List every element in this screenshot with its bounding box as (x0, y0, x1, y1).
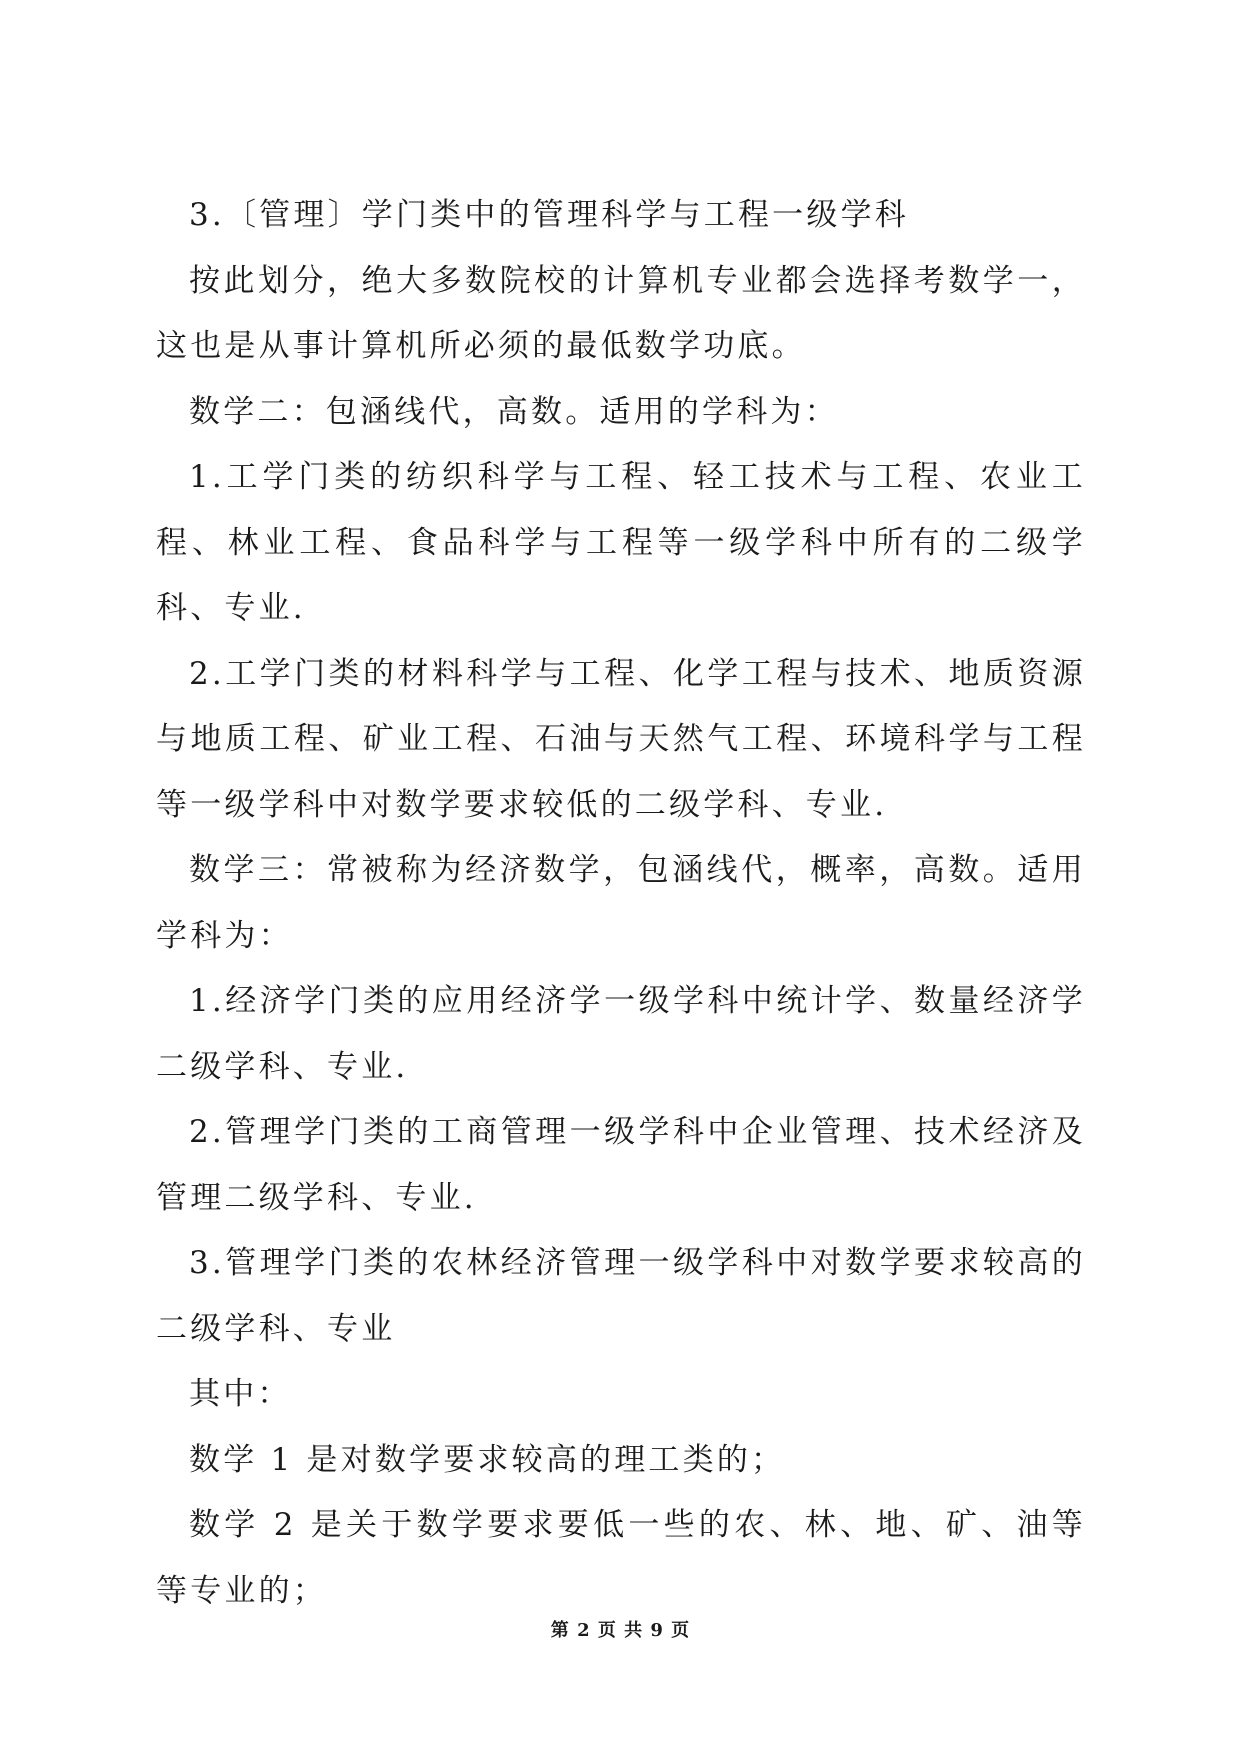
paragraph: 3.〔管理〕学门类中的管理科学与工程一级学科 (189, 197, 909, 233)
page-number: 第 2 页 共 9 页 (550, 1620, 691, 1641)
paragraph: 数学二：包涵线代，高数。适用的学科为： (189, 393, 839, 430)
paragraph: 3.管理学门类的农林经济管理一级学科中对数学要求较高的二级学科、专业 (156, 1245, 1086, 1347)
paragraph: 数学 2 是关于数学要求要低一些的农、林、地、矿、油等等专业的； (156, 1507, 1086, 1609)
paragraph: 1.工学门类的纺织科学与工程、轻工技术与工程、农业工程、林业工程、食品科学与工程等一级学科中所有的二级学科、专业. (156, 459, 1086, 626)
document-body (156, 183, 1086, 1624)
paragraph: 2.工学门类的材料科学与工程、化学工程与技术、地质资源与地质工程、矿业工程、石油与天然气工程、环境科学与工程等一级学科中对数学要求较低的二级学科、专业. (156, 655, 1086, 823)
page-footer (0, 1616, 1241, 1642)
paragraph: 按此划分，绝大多数院校的计算机专业都会选择考数学一，这也是从事计算机所必须的最低数学功底。 (156, 262, 1086, 364)
paragraph: 2.管理学门类的工商管理一级学科中企业管理、技术经济及管理二级学科、专业. (156, 1114, 1086, 1216)
paragraph: 数学 1 是对数学要求较高的理工类的； (189, 1441, 786, 1478)
paragraph: 数学三：常被称为经济数学，包涵线代，概率，高数。适用学科为： (156, 852, 1086, 954)
paragraph: 1.经济学门类的应用经济学一级学科中统计学、数量经济学二级学科、专业. (156, 983, 1086, 1085)
paragraph: 其中： (189, 1376, 292, 1412)
